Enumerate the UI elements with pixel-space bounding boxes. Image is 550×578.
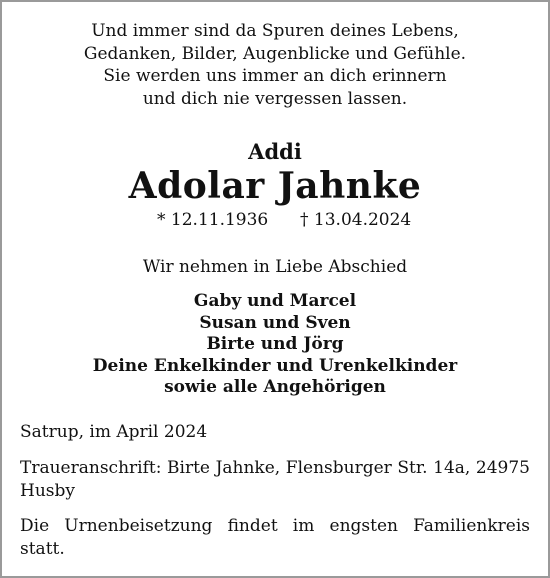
poem-line: und dich nie vergessen lassen.	[142, 88, 408, 109]
urn-burial-notice: Die Urnenbeisetzung findet im engsten Familienkreis statt.	[20, 516, 530, 559]
mourners-list	[0, 291, 550, 399]
place-and-date: Satrup, im April 2024	[20, 422, 208, 442]
mourner-entry: Birte und Jörg	[206, 334, 344, 354]
mourning-address: Traueranschrift: Birte Jahnke, Flensburger Str. 14a, 24975 Husby	[20, 458, 530, 501]
mourner-entry: sowie alle Angehörigen	[164, 377, 386, 397]
poem-line: Und immer sind da Spuren deines Lebens,	[91, 21, 459, 41]
mourner-entry: Deine Enkelkinder und Urenkelkinder	[92, 355, 458, 376]
birth-date: * 12.11.1936	[157, 210, 269, 230]
deceased-name: Adolar Jahnke	[128, 165, 422, 207]
poem-line: Sie werden uns immer an dich erinnern	[103, 66, 447, 86]
death-date: † 13.04.2024	[300, 210, 412, 230]
memorial-poem	[0, 20, 550, 110]
deceased-nickname: Addi	[248, 139, 302, 164]
mourner-entry: Gaby und Marcel	[193, 291, 357, 311]
poem-line: Gedanken, Bilder, Augenblicke und Gefühle.	[83, 43, 467, 64]
farewell-line: Wir nehmen in Liebe Abschied	[142, 257, 408, 277]
mourner-entry: Susan und Sven	[199, 312, 351, 333]
